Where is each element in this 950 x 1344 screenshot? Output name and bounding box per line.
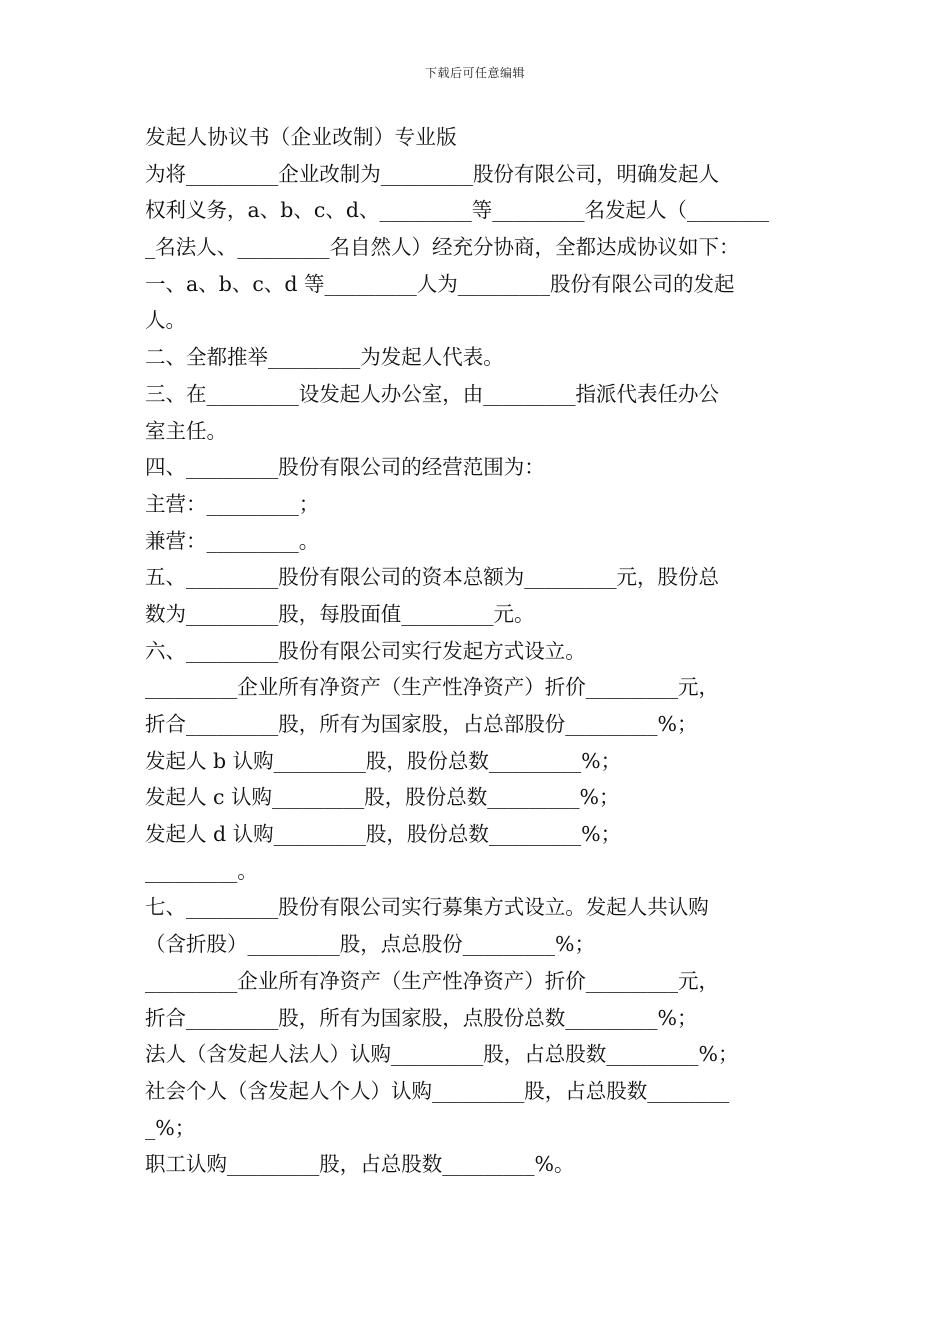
paragraph-line: 数为_________股，每股面值_________元。: [145, 601, 535, 626]
paragraph-line: _________企业所有净资产（生产性净资产）折价_________元，: [145, 968, 719, 993]
paragraph-line: 四、_________股份有限公司的经营范围为：: [145, 455, 545, 480]
paragraph-line: 发起人 d 认购_________股，股份总数_________%；: [145, 822, 622, 847]
paragraph-line: 室主任。: [145, 418, 227, 443]
paragraph-line: 社会个人（含发起人个人）认购_________股，占总股数________: [145, 1078, 730, 1103]
paragraph-line: 人。: [145, 308, 186, 333]
paragraph-line: 六、_________股份有限公司实行发起方式设立。: [145, 638, 586, 663]
document-body: [145, 119, 810, 1183]
paragraph-line: _________。: [145, 858, 258, 883]
paragraph-line: 发起人 c 认购_________股，股份总数_________%；: [145, 785, 620, 810]
paragraph-line: 折合_________股，所有为国家股，点股份总数_________%；: [145, 1005, 698, 1030]
paragraph-line: 权利义务，a、b、c、d、_________等_________名发起人（________: [145, 198, 769, 223]
paragraph-line: 兼营：_________。: [145, 528, 320, 553]
paragraph-line: 主营：_________；: [145, 491, 320, 516]
paragraph-line: 二、全都推举_________为发起人代表。: [145, 345, 504, 370]
page-header: 下载后可任意编辑: [424, 66, 525, 80]
paragraph-line: 发起人 b 认购_________股，股份总数_________%；: [145, 748, 622, 773]
paragraph-line: 为将_________企业改制为_________股份有限公司，明确发起人: [145, 161, 719, 186]
paragraph-line: 折合_________股，所有为国家股，占总部股份_________%；: [145, 712, 698, 736]
document-title: 发起人协议书（企业改制）专业版: [145, 125, 457, 149]
paragraph-line: （含折股）_________股，点总股份_________%；: [145, 932, 595, 957]
paragraph-line: _%；: [145, 1115, 196, 1140]
paragraph-line: 三、在_________设发起人办公室，由_________指派代表任办公: [145, 381, 719, 406]
paragraph-line: 五、_________股份有限公司的资本总额为_________元，股份总: [145, 565, 719, 590]
paragraph-line: _名法人、_________名自然人）经充分协商，全都达成协议如下：: [145, 235, 740, 260]
paragraph-line: 一、a、b、c、d 等_________人为_________股份有限公司的发起: [145, 271, 735, 296]
paragraph-line: 七、_________股份有限公司实行募集方式设立。发起人共认购: [145, 895, 709, 920]
paragraph-line: 法人（含发起人法人）认购_________股，占总股数_________%；: [145, 1042, 739, 1067]
paragraph-line: 职工认购_________股，占总股数_________%。: [145, 1152, 575, 1177]
paragraph-line: _________企业所有净资产（生产性净资产）折价_________元，: [145, 675, 719, 700]
